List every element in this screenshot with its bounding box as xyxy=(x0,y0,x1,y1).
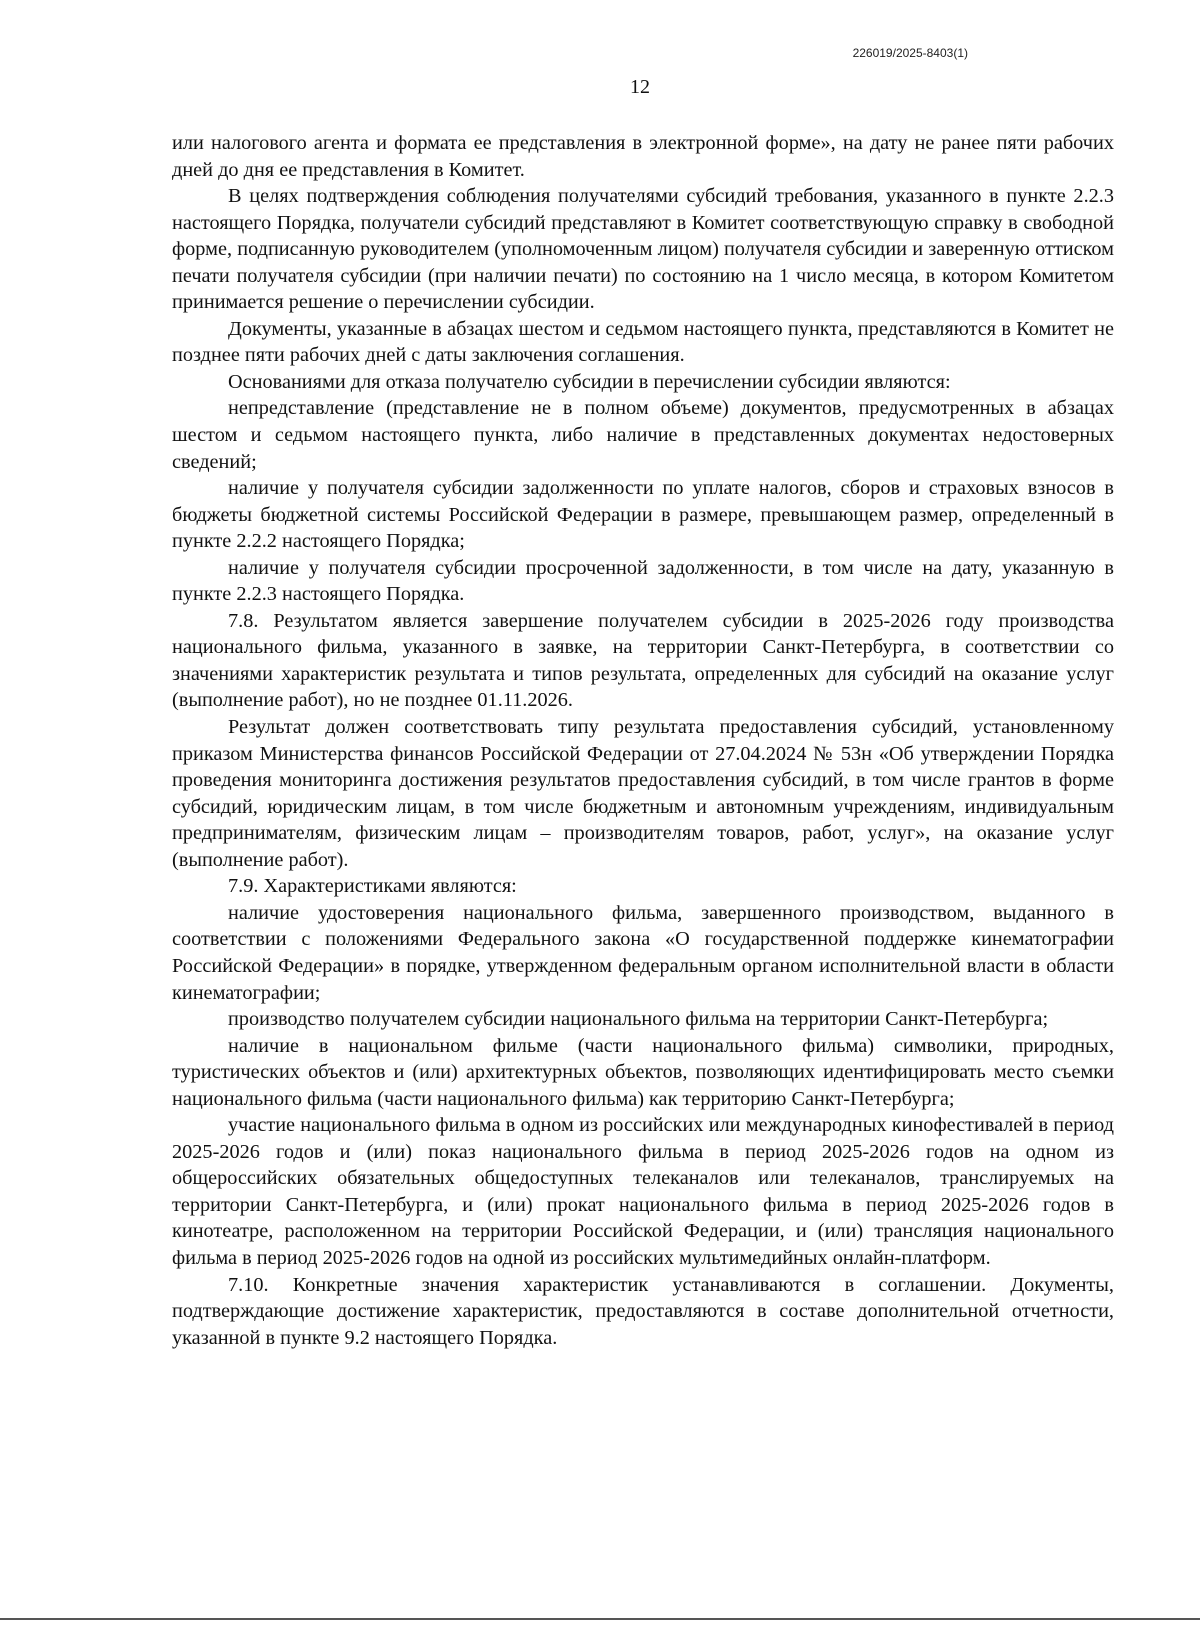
paragraph-documents-deadline: Документы, указанные в абзацах шестом и седьмом настоящего пункта, представляются в Комитет не позднее пяти рабочих дней с даты заключения соглашения. xyxy=(172,317,1114,367)
paragraph-characteristic-2: производство получателем субсидии национального фильма на территории Санкт-Петербурга; xyxy=(228,1008,1049,1031)
paragraph-requirement-confirmation: В целях подтверждения соблюдения получателями субсидий требования, указанного в пункте 2.2.3 настоящего Порядка, получатели субсидий представляют в Комитет соответствующую справку в свободной форме, подписанную руководителем (уполномоченным лицом) получателя субсидии и заверенную оттиском печати получателя субсидии (при наличии печати) по состоянию на 1 число месяца, в котором Комитетом принимается решение о перечислении субсидии. xyxy=(172,185,1114,314)
paragraph-refusal-item-3: наличие у получателя субсидии просроченной задолженности, в том числе на дату, указанную в пункте 2.2.3 настоящего Порядка. xyxy=(172,556,1114,606)
paragraph-7-9: 7.9. Характеристиками являются: xyxy=(228,875,517,898)
paragraph-refusal-item-2: наличие у получателя субсидии задолженности по уплате налогов, сборов и страховых взносов в бюджеты бюджетной системы Российской Федерации в размере, превышающем размер, определенный в пункте 2.2.2 настоящего Порядка; xyxy=(172,477,1114,553)
scan-bottom-edge xyxy=(0,1618,1200,1620)
paragraph-characteristic-1: наличие удостоверения национального фильма, завершенного производством, выданного в соответствии с положениями Федерального закона «О государственной поддержке кинематографии Российской Федерации» в порядке, утвержденном федеральным органом исполнительной власти в области кинематографии; xyxy=(172,901,1114,1004)
paragraph-characteristic-4: участие национального фильма в одном из российских или международных кинофестивалей в период 2025-2026 годов и (или) показ национального фильма в период 2025-2026 годов на одном из общероссийских обязательных общедоступных телеканалов или телеканалов, транслируемых на территории Санкт-Петербурга, и (или) прокат национального фильма в период 2025-2026 годов в кинотеатре, расположенном на территории Российской Федерации, и (или) трансляция национального фильма в период 2025-2026 годов на одной из российских мультимедийных онлайн-платформ. xyxy=(172,1114,1114,1269)
paragraph-continuation: или налогового агента и формата ее представления в электронной форме», на дату не ранее пяти рабочих дней до дня ее представления в Комитет. xyxy=(172,132,1114,181)
document-id: 226019/2025-8403(1) xyxy=(852,46,968,60)
paragraph-characteristic-3: наличие в национальном фильме (части национального фильма) символики, природных, туристических объектов и (или) архитектурных объектов, позволяющих идентифицировать место съемки национального фильма (части национального фильма) как территорию Санкт-Петербурга; xyxy=(172,1034,1114,1110)
document-body xyxy=(172,130,1114,1351)
paragraph-refusal-grounds: Основаниями для отказа получателю субсидии в перечислении субсидии являются: xyxy=(228,370,951,393)
paragraph-7-10: 7.10. Конкретные значения характеристик устанавливаются в соглашении. Документы, подтверждающие достижение характеристик, предоставляются в составе дополнительной отчетности, указанной в пункте 9.2 настоящего Порядка. xyxy=(172,1273,1114,1349)
paragraph-7-8: 7.8. Результатом является завершение получателем субсидии в 2025-2026 году производства национального фильма, указанного в заявке, на территории Санкт-Петербурга, в соответствии со значениями характеристик результата и типов результата, определенных для субсидий на оказание услуг (выполнение работ), но не позднее 01.11.2026. xyxy=(172,609,1114,712)
page-number: 12 xyxy=(630,76,650,98)
paragraph-refusal-item-1: непредставление (представление не в полном объеме) документов, предусмотренных в абзацах шестом и седьмом настоящего пункта, либо наличие в представленных документах недостоверных сведений; xyxy=(172,397,1114,473)
paragraph-result-type: Результат должен соответствовать типу результата предоставления субсидий, установленному приказом Министерства финансов Российской Федерации от 27.04.2024 № 53н «Об утверждении Порядка проведения мониторинга достижения результатов предоставления субсидий, в том числе грантов в форме субсидий, юридическим лицам, в том числе бюджетным и автономным учреждениям, индивидуальным предпринимателям, физическим лицам – производителям товаров, работ, услуг», на оказание услуг (выполнение работ). xyxy=(172,716,1114,871)
